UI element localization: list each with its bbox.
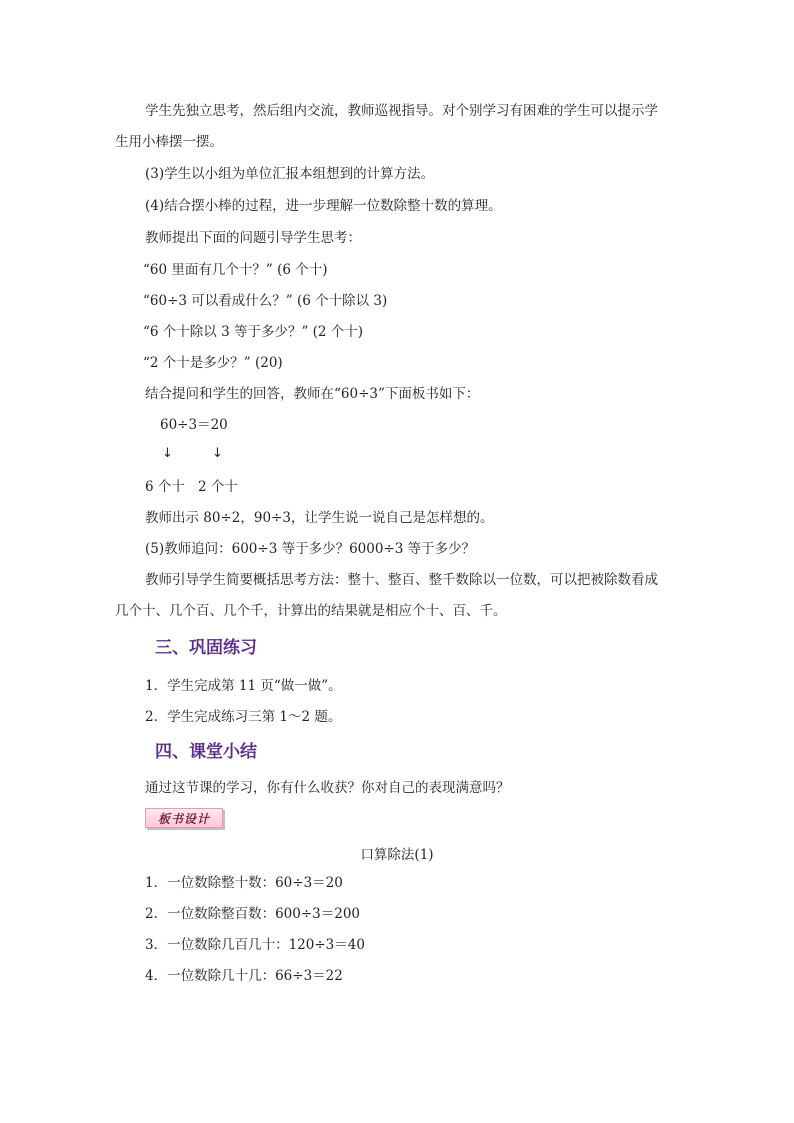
paragraph-line: 教师引导学生简要概括思考方法：整十、整百、整千数除以一位数，可以把被除数看成 [145,572,658,588]
paragraph: (3)学生以小组为单位汇报本组想到的计算方法。 [145,166,435,182]
board-item: 4．一位数除几十几：66÷3＝22 [145,968,343,984]
board-design-badge: 板书设计 [145,808,223,828]
list-item: 1．学生完成第 11 页“做一做”。 [145,678,342,694]
board-item: 2．一位数除整百数：600÷3＝200 [145,906,361,922]
paragraph: 教师出示 80÷2，90÷3，让学生说一说自己是怎样想的。 [145,510,494,526]
paragraph-line: 学生先独立思考，然后组内交流，教师巡视指导。对个别学习有困难的学生可以提示学 [145,103,658,119]
question-line: “6 个十除以 3 等于多少？” (2 个十) [143,324,364,340]
section-heading: 四、课堂小结 [155,742,257,762]
paragraph: 结合提问和学生的回答，教师在“60÷3”下面板书如下： [145,386,480,402]
down-arrow-icon: ↓ [212,446,223,461]
list-item: 2．学生完成练习三第 1～2 题。 [145,709,342,725]
question-line: “60 里面有几个十？” (6 个十) [143,262,328,278]
question-line: “60÷3 可以看成什么？” (6 个十除以 3) [143,293,388,309]
question-line: “2 个十是多少？” (20) [143,355,283,371]
board-title: 口算除法(1) [360,847,434,863]
paragraph: 通过这节课的学习，你有什么收获？你对自己的表现满意吗？ [145,780,510,796]
board-item: 1．一位数除整十数：60÷3＝20 [145,875,343,891]
section-heading: 三、巩固练习 [155,638,257,658]
down-arrow-icon: ↓ [162,446,173,461]
paragraph-line: 生用小棒摆一摆。 [115,134,223,150]
board-item: 3．一位数除几百几十：120÷3＝40 [145,937,365,953]
paragraph: (4)结合摆小棒的过程，进一步理解一位数除整十数的算理。 [145,198,502,214]
tens-label: 2 个十 [198,479,238,495]
paragraph-line: 几个十、几个百、几个千，计算出的结果就是相应个十、百、千。 [115,603,507,619]
tens-label: 6 个十 [145,479,185,495]
paragraph: 教师提出下面的问题引导学生思考： [145,230,361,246]
paragraph: (5)教师追问：600÷3 等于多少？6000÷3 等于多少？ [145,541,476,557]
board-equation: 60÷3＝20 [160,417,228,433]
